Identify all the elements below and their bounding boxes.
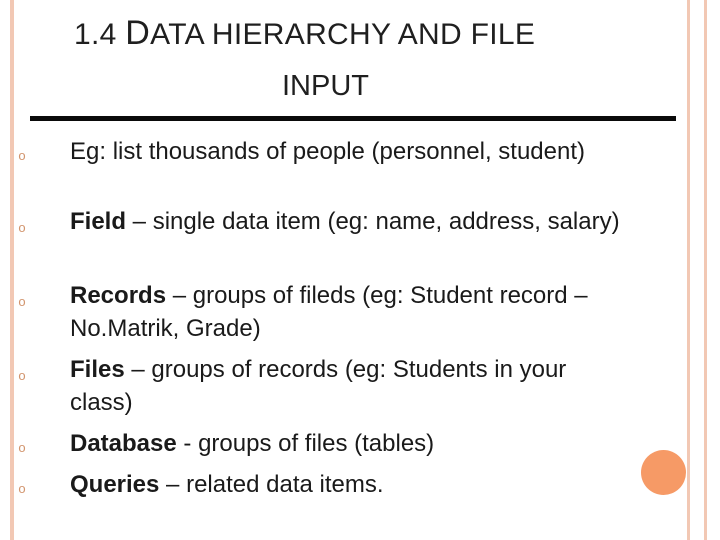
title-rest: ATA HIERARCHY AND FILE [150, 18, 536, 51]
bullet-term: Queries [70, 471, 160, 498]
bullet-text [70, 135, 630, 168]
bullet-text [70, 353, 630, 419]
bullet-marker: o [18, 481, 26, 496]
bullet-text [70, 468, 630, 501]
bullet-text [70, 427, 630, 460]
right-frame-border-inner [687, 0, 690, 540]
bullet-marker: o [18, 220, 26, 235]
bullet-description: – groups of records (eg: Students in your class) [70, 356, 567, 416]
bullet-text [70, 205, 630, 238]
bullet-marker: o [18, 294, 26, 309]
bullet-term: Records [70, 282, 167, 309]
right-frame-border-outer [704, 0, 707, 540]
bullet-marker: o [18, 368, 26, 383]
decorative-orange-circle [641, 450, 686, 495]
bullet-marker: o [18, 440, 26, 455]
bullet-description: - groups of files (tables) [176, 430, 435, 457]
slide-title-line2: INPUT [282, 70, 369, 102]
bullet-description: Eg: list thousands of people (personnel, student) [70, 138, 585, 165]
bullet-text [70, 279, 630, 345]
bullet-description: – single data item (eg: name, address, salary) [126, 208, 620, 235]
bullet-description: – groups of fileds (eg: Student record – No.Matrik, Grade) [70, 282, 588, 342]
bullet-term: Database [70, 430, 177, 457]
title-first-letter: D [125, 14, 151, 52]
slide-title [74, 14, 535, 53]
bullet-description: – related data items. [159, 471, 384, 498]
bullet-marker: o [18, 148, 26, 163]
bullet-term: Files [70, 356, 125, 383]
left-frame-border [10, 0, 14, 540]
title-divider [30, 116, 676, 121]
bullet-term: Field [70, 208, 127, 235]
title-number: 1.4 [74, 18, 126, 51]
